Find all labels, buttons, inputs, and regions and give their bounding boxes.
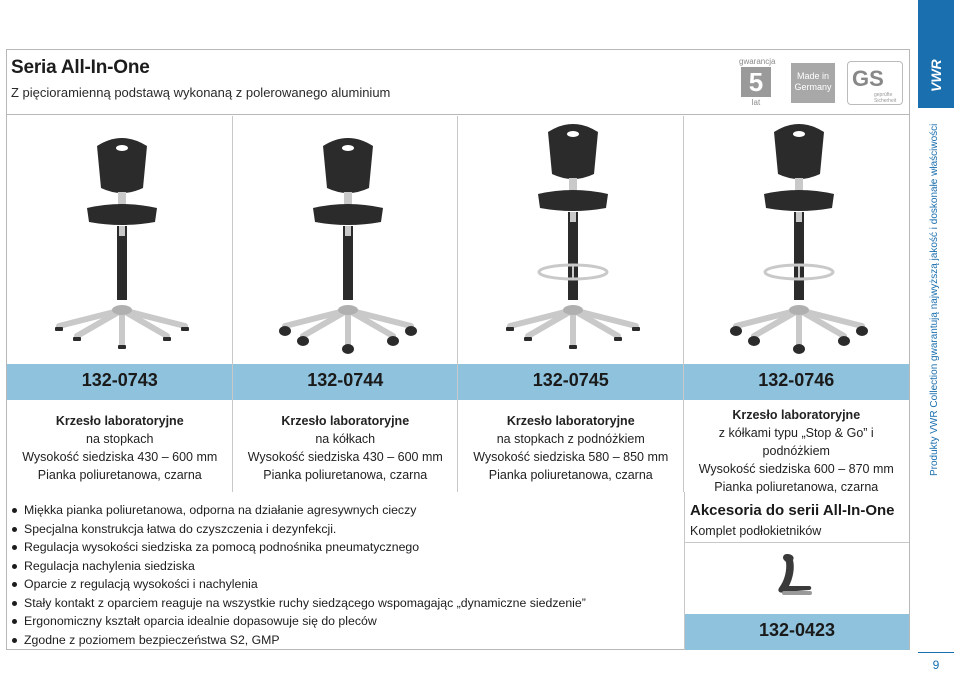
product-spec-line: z kółkami typu „Stop & Go” i: [718, 426, 874, 440]
product-grid: [7, 116, 909, 492]
feature-item: Regulacja wysokości siedziska za pomocą podnośnika pneumatycznego: [7, 538, 684, 557]
accessory-title: Akcesoria do serii All-In-One: [690, 502, 895, 519]
guarantee-unit: lat: [751, 98, 761, 107]
product-description: [458, 412, 684, 484]
product-spec-line: Wysokość siedziska 430 – 600 mm: [247, 450, 443, 464]
feature-item: Oparcie z regulacją wysokości i nachylenia: [7, 575, 684, 594]
chair-icon: [498, 124, 648, 354]
series-header: [7, 50, 909, 115]
accessory-code: 132-0423: [758, 620, 836, 640]
catalog-frame: [6, 49, 910, 650]
vwr-logo-block: [918, 0, 954, 108]
product-spec-line: na stopkach: [86, 432, 154, 446]
accessory-panel: [684, 492, 909, 650]
product-spec-line: Pianka poliuretanowa, czarna: [714, 480, 879, 494]
feature-item: Zgodne z poziomem bezpieczeństwa S2, GMP: [7, 631, 684, 650]
product-spec-line: Pianka poliuretanowa, czarna: [37, 468, 202, 482]
product-code: 132-0744: [307, 370, 384, 390]
product-spec-line: Wysokość siedziska 580 – 850 mm: [473, 450, 669, 464]
armrest-icon: [765, 550, 825, 602]
gs-mark: GS: [852, 66, 884, 91]
product-spec-line: na stopkach z podnóżkiem: [496, 432, 645, 446]
product-title: Krzesło laboratoryjne: [506, 414, 635, 428]
product-spec-line: podnóżkiem: [762, 444, 830, 458]
accessory-divider: [685, 542, 909, 543]
product-description: [7, 412, 233, 484]
product-description: [233, 412, 459, 484]
product-title: Krzesło laboratoryjne: [281, 414, 410, 428]
product-code: 132-0743: [81, 370, 158, 390]
feature-item: Stały kontakt z oparciem reaguje na wszystkie ruchy siedzącego wspomagając „dynamiczne siedzenie”: [7, 594, 684, 613]
product-column-132-0743: [7, 116, 233, 492]
sidebar-caption: Produkty VWR Collection gwarantują najwyższą jakość i doskonałe właściwości: [929, 123, 940, 476]
product-spec-line: Wysokość siedziska 600 – 870 mm: [698, 462, 894, 476]
series-title: Seria All-In-One: [11, 57, 150, 78]
page-number-rule: [918, 652, 954, 653]
chair-icon: [47, 124, 197, 354]
guarantee-badge: [739, 57, 776, 109]
guarantee-years: 5: [741, 67, 771, 97]
feature-item: Miękka pianka poliuretanowa, odporna na działanie agresywnych cieczy: [7, 501, 684, 520]
page-number: 9: [932, 658, 940, 672]
feature-item: Regulacja nachylenia siedziska: [7, 557, 684, 576]
product-column-132-0745: [458, 116, 684, 492]
series-subtitle: Z pięcioramienną podstawą wykonaną z polerowanego aluminium: [11, 85, 391, 100]
guarantee-label: gwarancja: [739, 57, 776, 66]
product-title: Krzesło laboratoryjne: [55, 414, 184, 428]
product-spec-line: Pianka poliuretanowa, czarna: [488, 468, 653, 482]
product-code: 132-0745: [532, 370, 609, 390]
gs-safety-badge: [847, 61, 903, 105]
product-spec-line: Pianka poliuretanowa, czarna: [263, 468, 428, 482]
chair-icon: [273, 124, 423, 354]
product-column-132-0746: [684, 116, 910, 492]
product-column-132-0744: [233, 116, 459, 492]
chair-icon: [724, 124, 874, 354]
product-spec-line: na kółkach: [315, 432, 376, 446]
accessory-subtitle: Komplet podłokietników: [690, 524, 822, 538]
product-title: Krzesło laboratoryjne: [732, 408, 861, 422]
gs-subtext: geprüfte Sicherheit: [874, 92, 897, 104]
product-description: [684, 406, 910, 496]
product-spec-line: Wysokość siedziska 430 – 600 mm: [22, 450, 218, 464]
product-code: 132-0746: [758, 370, 835, 390]
vwr-logo: VWR: [928, 59, 944, 92]
feature-item: Ergonomiczny kształt oparcia idealnie dopasowuje się do pleców: [7, 612, 684, 631]
feature-item: Specjalna konstrukcja łatwa do czyszczenia i dezynfekcji.: [7, 520, 684, 539]
made-in-germany-badge: Made in Germany: [791, 63, 835, 103]
feature-list: [7, 492, 684, 650]
